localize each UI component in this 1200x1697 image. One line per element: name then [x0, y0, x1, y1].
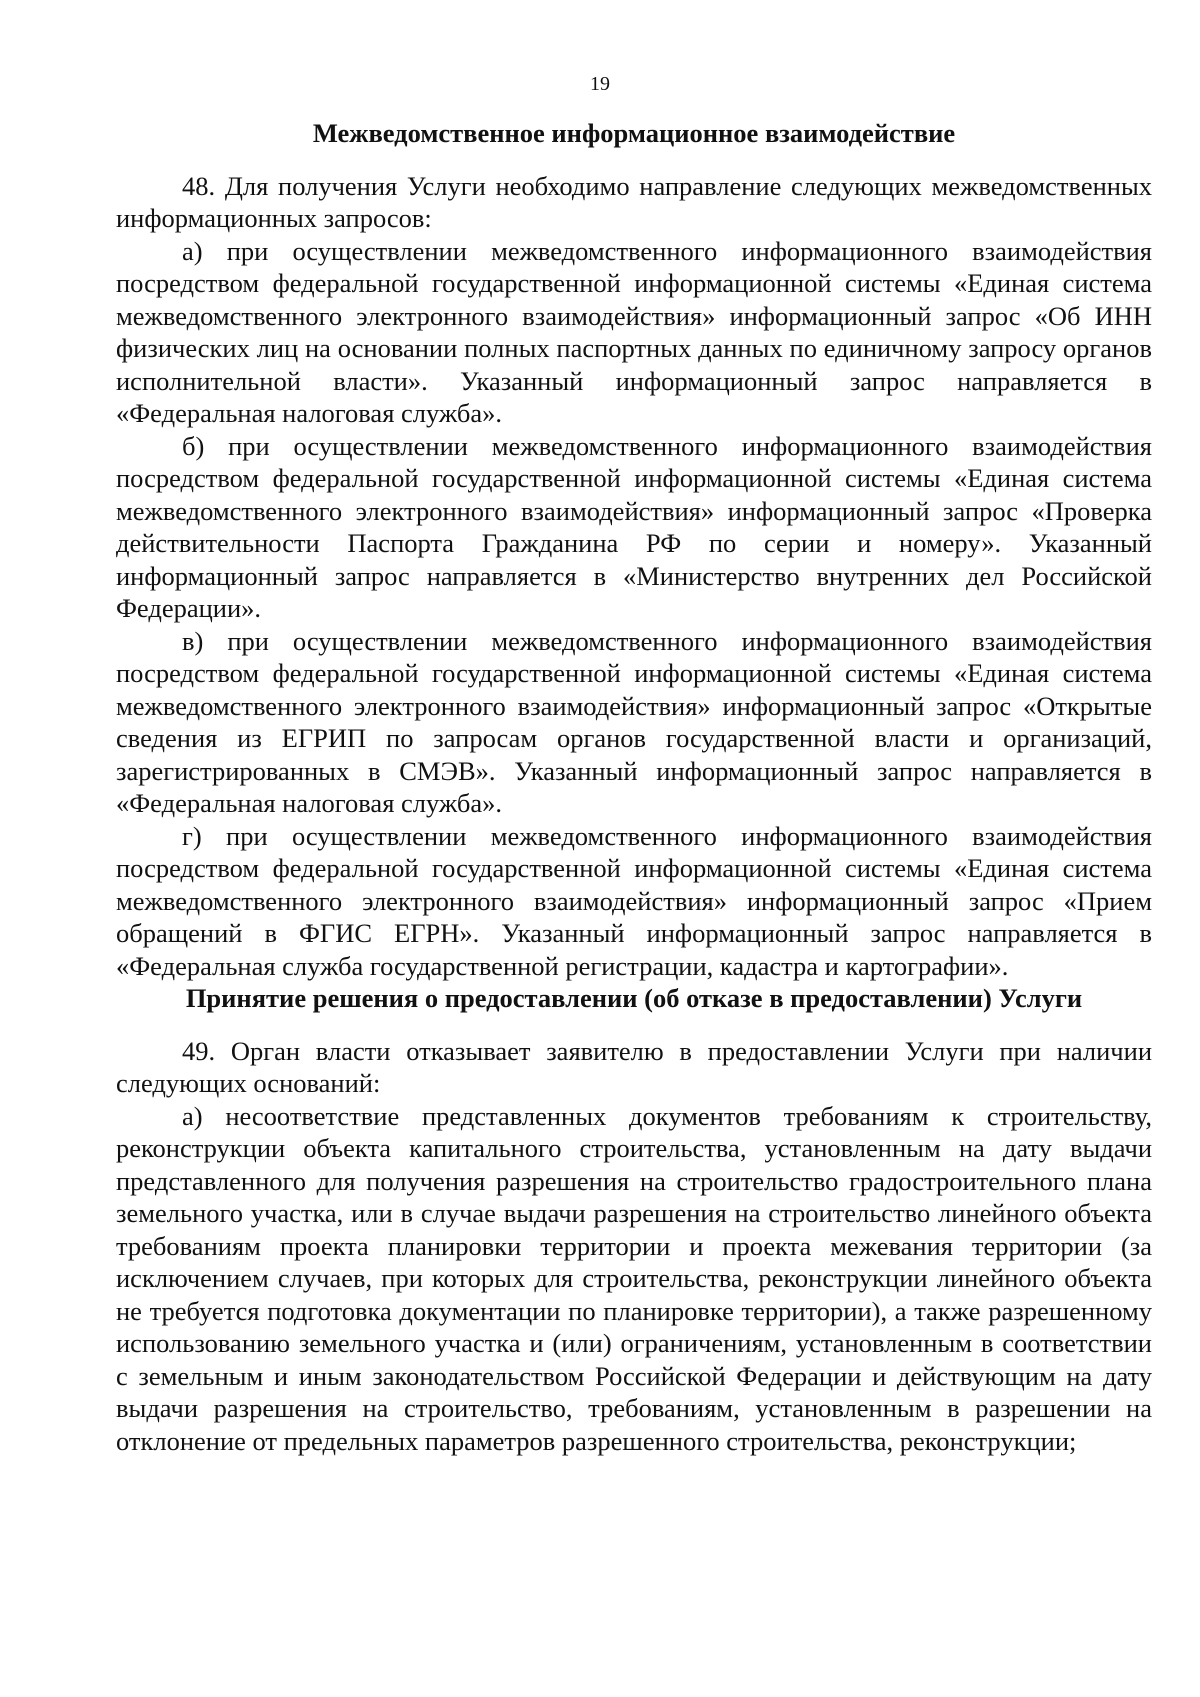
page-number: 19 — [590, 73, 610, 95]
paragraph-49-a: а) несоответствие представленных документов требованиям к строительству, реконструкции объекта капитального строительства, установленным на дату выдачи представленного для получения разрешения на строительство градостроительного плана земельного участка, или в случае выдачи разрешения на строительство линейного объекта требованиям проекта планировки территории и проекта межевания территории (за исключением случаев, при которых для строительства, реконструкции линейного объекта не требуется подготовка документации по планировке территории), а также разрешенному использованию земельного участка и (или) ограничениям, установленным в соответствии с земельным и иным законодательством Российской Федерации и действующим на дату выдачи разрешения на строительство, требованиям, установленным в разрешении на отклонение от предельных параметров разрешенного строительства, реконструкции; — [116, 1100, 1152, 1456]
paragraph-48-a: а) при осуществлении межведомственного информационного взаимодействия посредством федеральной государственной информационной системы «Единая система межведомственного электронного взаимодействия» информационный запрос «Об ИНН физических лиц на основании полных паспортных данных по единичному запросу органов исполнительной власти». Указанный информационный запрос направляется в «Федеральная налоговая служба». — [116, 235, 1152, 428]
paragraph-48-b: б) при осуществлении межведомственного информационного взаимодействия посредством федеральной государственной информационной системы «Единая система межведомственного электронного взаимодействия» информационный запрос «Проверка действительности Паспорта Гражданина РФ по серии и номеру». Указанный информационный запрос направляется в «Министерство внутренних дел Российской Федерации». — [116, 430, 1152, 623]
paragraph-48-g: г) при осуществлении межведомственного информационного взаимодействия посредством федеральной государственной информационной системы «Единая система межведомственного электронного взаимодействия» информационный запрос «Прием обращений в ФГИС ЕГРН». Указанный информационный запрос направляется в «Федеральная служба государственной регистрации, кадастра и картографии». — [116, 820, 1152, 981]
section-heading-interagency: Межведомственное информационное взаимодействие — [312, 118, 956, 148]
paragraph-48-v: в) при осуществлении межведомственного информационного взаимодействия посредством федеральной государственной информационной системы «Единая система межведомственного электронного взаимодействия» информационный запрос «Открытые сведения из ЕГРИП по запросам органов государственной власти и организаций, зарегистрированных в СМЭВ». Указанный информационный запрос направляется в «Федеральная налоговая служба». — [116, 625, 1152, 818]
paragraph-48: 48. Для получения Услуги необходимо направление следующих межведомственных информационных запросов: — [116, 170, 1152, 233]
section-heading-decision: Принятие решения о предоставлении (об отказе в предоставлении) Услуги — [185, 983, 1083, 1013]
document-body — [116, 117, 1152, 1457]
paragraph-49: 49. Орган власти отказывает заявителю в предоставлении Услуги при наличии следующих оснований: — [116, 1035, 1152, 1098]
